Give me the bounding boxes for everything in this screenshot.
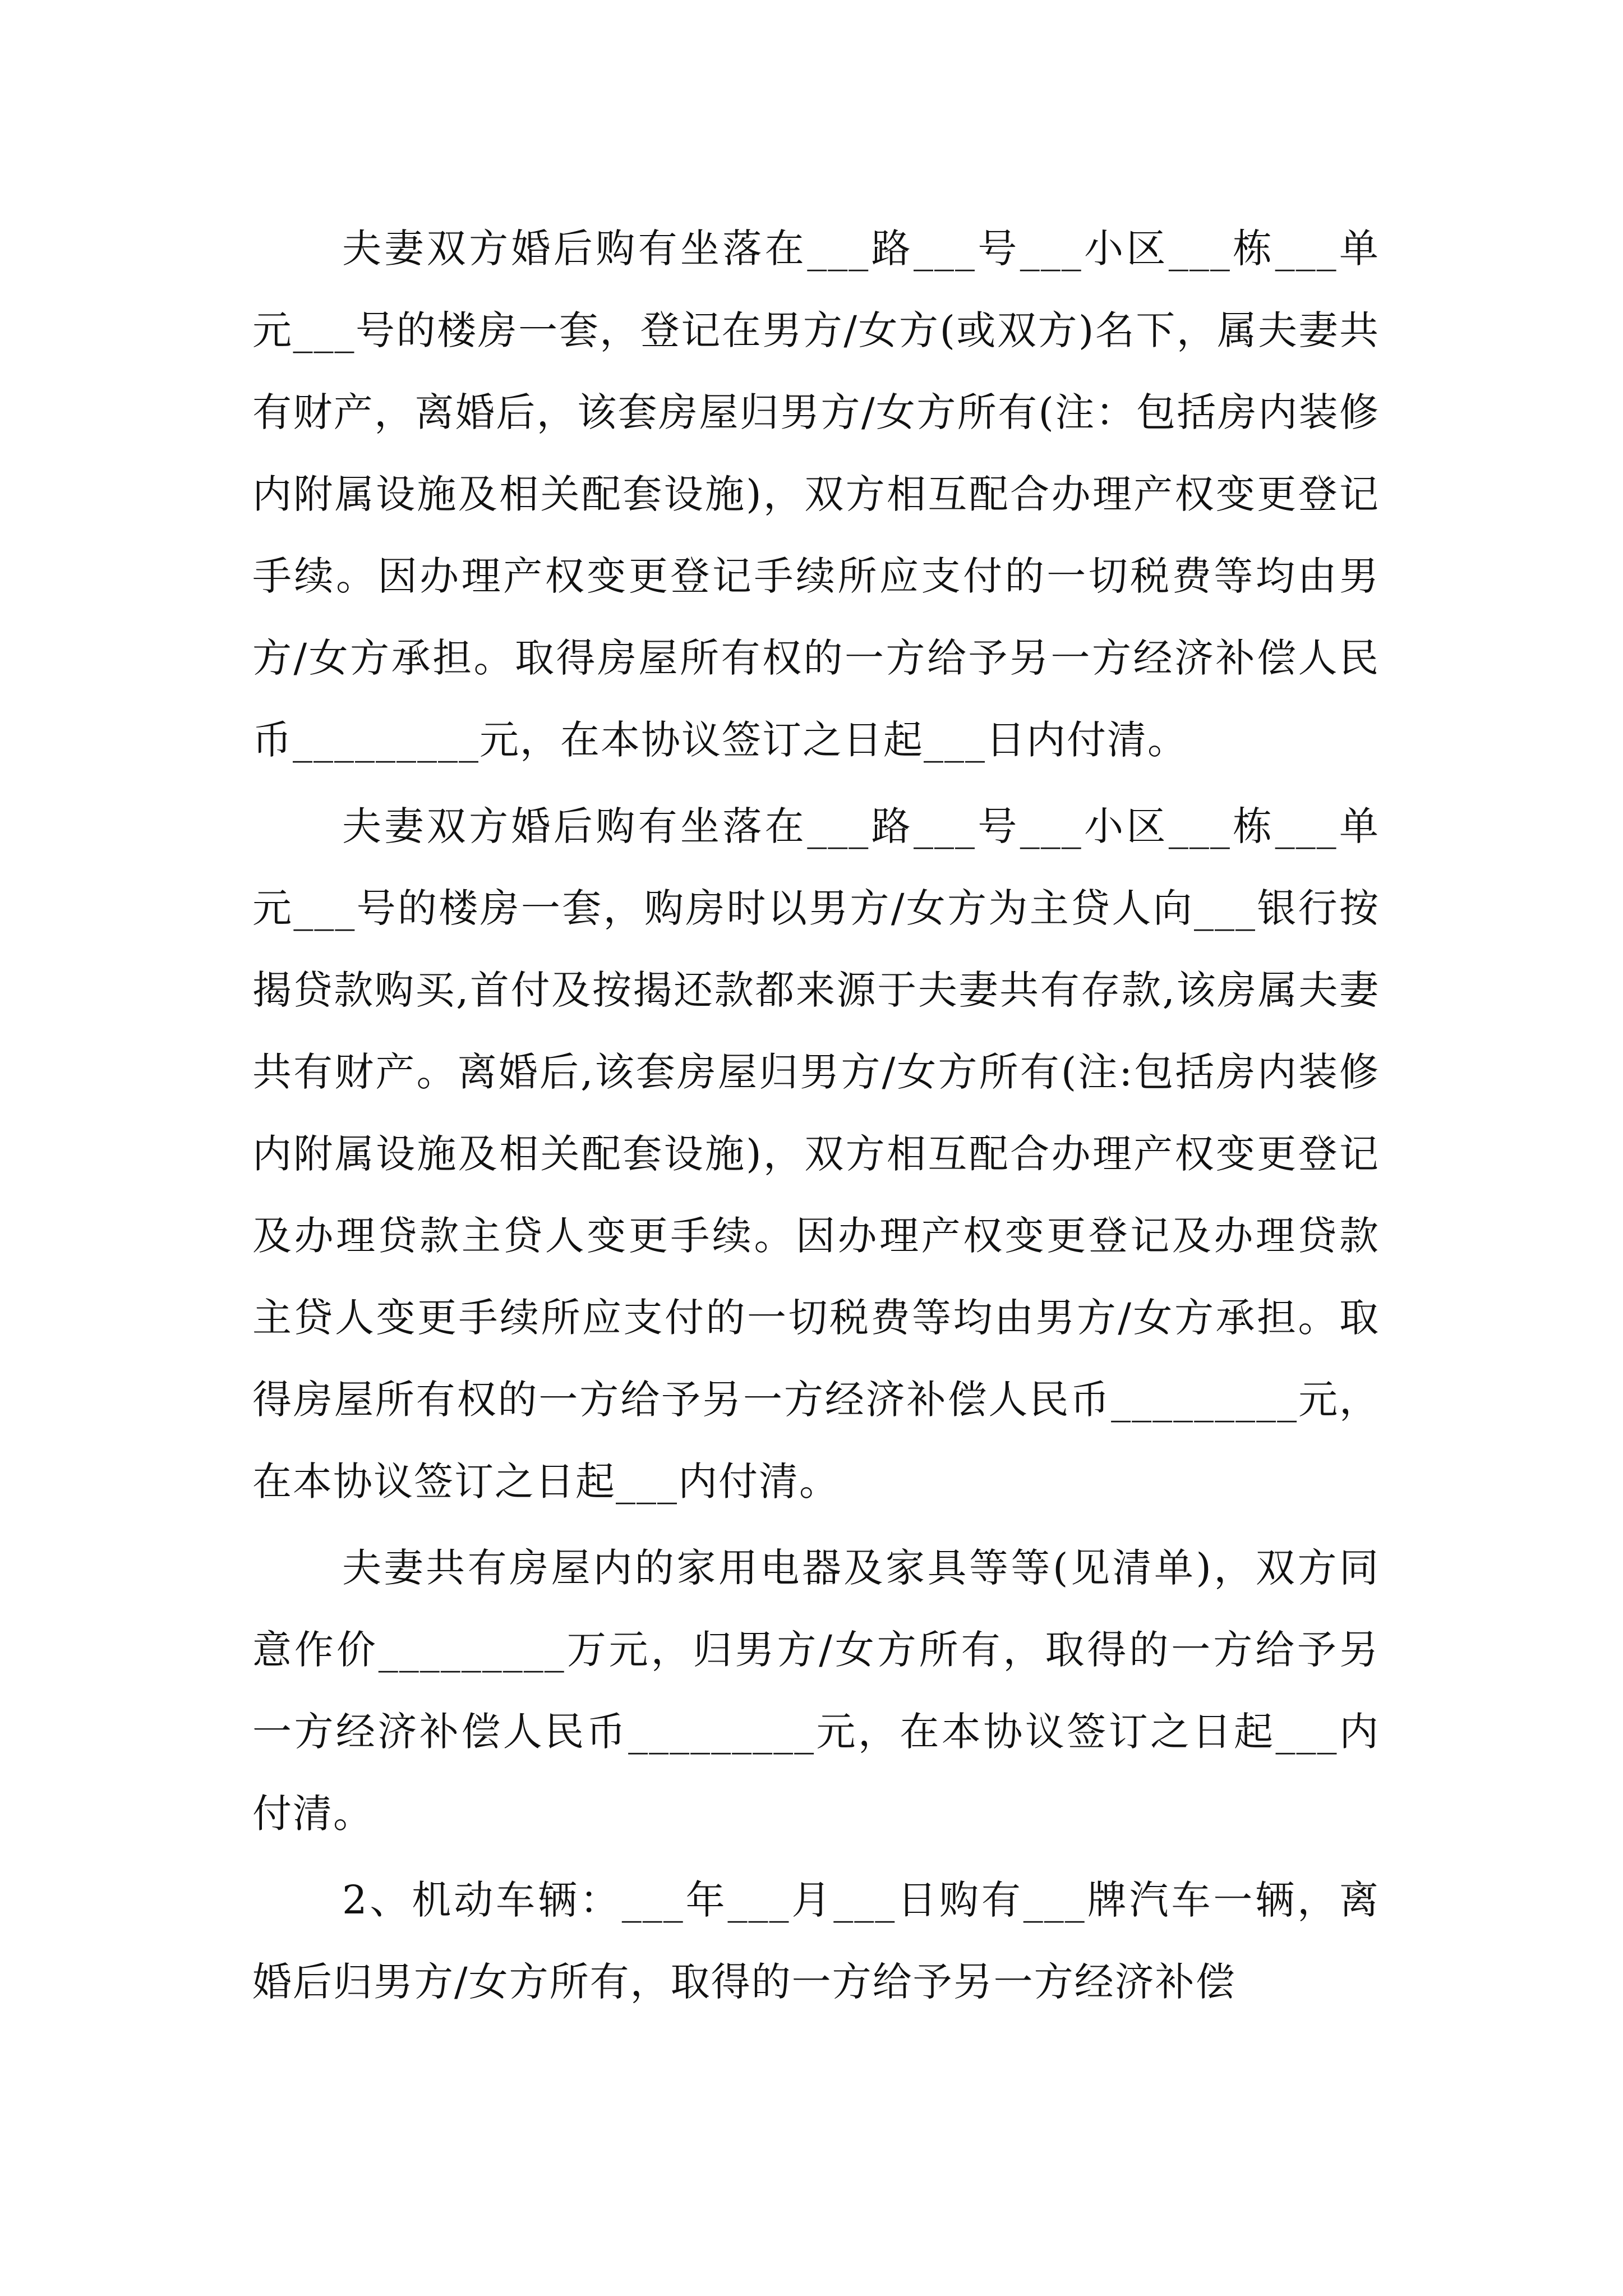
paragraph-appliances-furniture: 夫妻共有房屋内的家用电器及家具等等(见清单)，双方同意作价_________万元，归男方/女方所有，取得的一方给予另一方经济补偿人民币_________元，在本协议签订之日起___内付清。	[252, 1545, 1380, 1837]
paragraph-house-mortgage: 夫妻双方婚后购有坐落在___路___号___小区___栋___单元___号的楼房一套，购房时以男方/女方为主贷人向___银行按揭贷款购买,首付及按揭还款都来源于夫妻共有存款,该房属夫妻共有财产。离婚后,该套房屋归男方/女方所有(注:包括房内装修内附属设施及相关配套设施)，双方相互配合办理产权变更登记及办理贷款主贷人变更手续。因办理产权变更登记及办理贷款主贷人变更手续所应支付的一切税费等均由男方/女方承担。取得房屋所有权的一方给予另一方经济补偿人民币_________元，在本协议签订之日起___内付清。	[252, 803, 1380, 1504]
paragraph-house-registered: 夫妻双方婚后购有坐落在___路___号___小区___栋___单元___号的楼房一套，登记在男方/女方(或双方)名下，属夫妻共有财产，离婚后，该套房屋归男方/女方所有(注：包括房内装修内附属设施及相关配套设施)，双方相互配合办理产权变更登记手续。因办理产权变更登记手续所应支付的一切税费等均由男方/女方承担。取得房屋所有权的一方给予另一方经济补偿人民币_________元，在本协议签订之日起___日内付清。	[252, 226, 1380, 763]
paragraph-motor-vehicle: 2、机动车辆：___年___月___日购有___牌汽车一辆，离婚后归男方/女方所有，取得的一方给予另一方经济补偿	[252, 1877, 1380, 2005]
document-page	[252, 208, 1380, 2027]
